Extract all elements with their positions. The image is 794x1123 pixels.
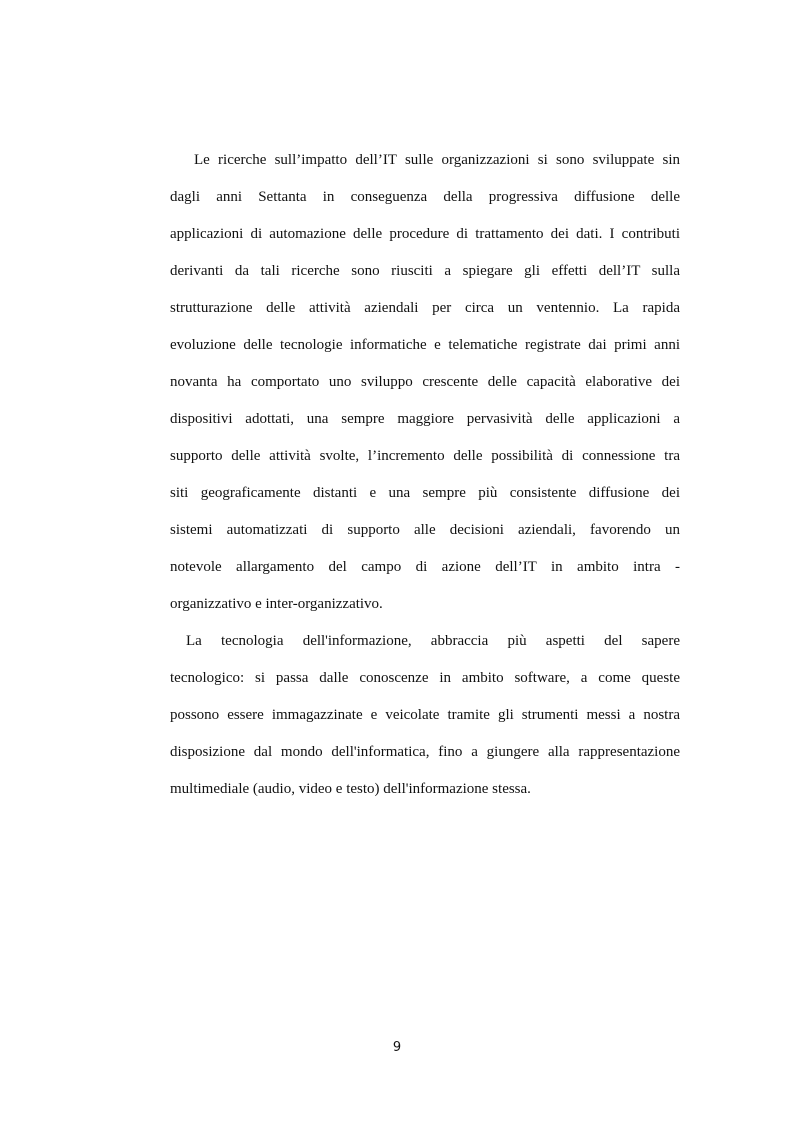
text-line: siti geograficamente distanti e una sempre più consistente diffusione dei <box>170 485 680 501</box>
paragraph-1 <box>170 146 680 627</box>
text-line: novanta ha comportato uno sviluppo crescente delle capacità elaborative dei <box>170 374 680 390</box>
page-number: 9 <box>392 1040 402 1055</box>
text-line: disposizione dal mondo dell'informatica, fino a giungere alla rappresentazione <box>170 744 680 760</box>
text-line: notevole allargamento del campo di azione dell’IT in ambito intra - <box>170 559 680 575</box>
paragraph-2 <box>170 627 680 812</box>
text-line: organizzativo e inter-organizzativo. <box>170 596 383 612</box>
text-line: Le ricerche sull’impatto dell’IT sulle organizzazioni si sono sviluppate sin <box>194 152 680 168</box>
text-line: La tecnologia dell'informazione, abbraccia più aspetti del sapere <box>186 633 680 649</box>
text-line: multimediale (audio, video e testo) dell'informazione stessa. <box>170 781 531 797</box>
text-line: tecnologico: si passa dalle conoscenze in ambito software, a come queste <box>170 670 680 686</box>
text-line: strutturazione delle attività aziendali per circa un ventennio. La rapida <box>170 300 680 316</box>
text-line: applicazioni di automazione delle procedure di trattamento dei dati. I contributi <box>170 226 680 242</box>
text-line: sistemi automatizzati di supporto alle decisioni aziendali, favorendo un <box>170 522 680 538</box>
text-line: possono essere immagazzinate e veicolate tramite gli strumenti messi a nostra <box>170 707 680 723</box>
text-line: supporto delle attività svolte, l’incremento delle possibilità di connessione tra <box>170 448 680 464</box>
text-line: evoluzione delle tecnologie informatiche e telematiche registrate dai primi anni <box>170 337 680 353</box>
text-line: dispositivi adottati, una sempre maggiore pervasività delle applicazioni a <box>170 411 680 427</box>
body-text <box>170 146 680 812</box>
text-line: dagli anni Settanta in conseguenza della progressiva diffusione delle <box>170 189 680 205</box>
text-line: derivanti da tali ricerche sono riusciti a spiegare gli effetti dell’IT sulla <box>170 263 680 279</box>
